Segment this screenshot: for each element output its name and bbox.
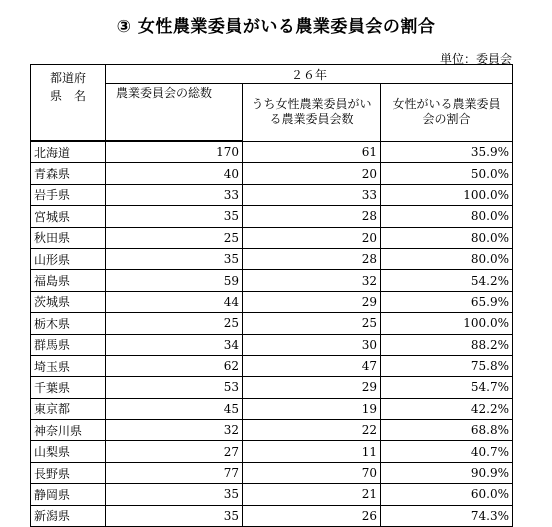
with-women-cell: 29 [243,377,381,398]
with-women-cell: 47 [243,355,381,376]
table-row [31,398,513,419]
with-women-cell: 22 [243,420,381,441]
ratio-cell: 100.0% [381,184,513,205]
with-women-cell: 29 [243,291,381,312]
with-women-cell: 20 [243,163,381,184]
ratio-cell: 74.3% [381,505,513,526]
prefecture-cell: 群馬県 [31,334,106,355]
prefecture-cell: 新潟県 [31,505,106,526]
total-cell: 25 [106,313,243,334]
prefecture-cell: 宮城県 [31,206,106,227]
with-women-cell: 11 [243,441,381,462]
total-cell: 35 [106,248,243,269]
ratio-cell: 100.0% [381,313,513,334]
prefecture-cell: 栃木県 [31,313,106,334]
prefecture-cell: 秋田県 [31,227,106,248]
table-body [31,141,513,527]
table-row [31,141,513,163]
ratio-cell: 35.9% [381,141,513,163]
with-women-cell: 28 [243,206,381,227]
table-row [31,462,513,483]
total-cell: 45 [106,398,243,419]
page-title: ③ 女性農業委員がいる農業委員会の割合 [116,17,436,37]
with-women-cell: 25 [243,313,381,334]
prefecture-cell: 静岡県 [31,484,106,505]
prefecture-cell: 千葉県 [31,377,106,398]
ratio-cell: 42.2% [381,398,513,419]
ratio-cell: 80.0% [381,248,513,269]
total-cell: 62 [106,355,243,376]
ratio-cell: 80.0% [381,227,513,248]
total-cell: 27 [106,441,243,462]
stats-table [30,64,513,527]
ratio-cell: 90.9% [381,462,513,483]
total-cell: 35 [106,505,243,526]
ratio-cell: 40.7% [381,441,513,462]
ratio-cell: 88.2% [381,334,513,355]
table-row [31,184,513,205]
ratio-cell: 65.9% [381,291,513,312]
with-women-cell: 26 [243,505,381,526]
table-row [31,441,513,462]
prefecture-cell: 青森県 [31,163,106,184]
table-row [31,420,513,441]
ratio-cell: 68.8% [381,420,513,441]
total-cell: 44 [106,291,243,312]
prefecture-header-line2: 県 名 [49,89,86,103]
with-women-cell: 21 [243,484,381,505]
table-row [31,484,513,505]
table-row [31,505,513,526]
with-women-cell: 30 [243,334,381,355]
table-row [31,248,513,269]
prefecture-cell: 埼玉県 [31,355,106,376]
ratio-cell: 60.0% [381,484,513,505]
with-women-header-line2: る農業委員会数 [269,112,354,127]
total-cell: 35 [106,206,243,227]
prefecture-cell: 茨城県 [31,291,106,312]
prefecture-header-line1: 都道府 [49,71,86,85]
table-row [31,163,513,184]
total-cell: 34 [106,334,243,355]
table-row [31,227,513,248]
prefecture-cell: 岩手県 [31,184,106,205]
ratio-cell: 50.0% [381,163,513,184]
ratio-cell: 80.0% [381,206,513,227]
ratio-cell: 75.8% [381,355,513,376]
year-header: ２６年 [106,65,513,84]
ratio-header-line1: 女性がいる農業委員 [392,97,501,112]
prefecture-cell: 東京都 [31,398,106,419]
with-women-header-line1: うち女性農業委員がい [251,97,372,112]
with-women-cell: 28 [243,248,381,269]
total-cell: 33 [106,184,243,205]
with-women-cell: 19 [243,398,381,419]
total-cell: 40 [106,163,243,184]
table-row [31,355,513,376]
table-row [31,206,513,227]
total-cell: 59 [106,270,243,291]
unit-label: 単位：委員会 [439,52,512,66]
ratio-cell: 54.2% [381,270,513,291]
ratio-header-line2: 会の割合 [422,112,471,127]
with-women-cell: 70 [243,462,381,483]
prefecture-cell: 長野県 [31,462,106,483]
ratio-cell: 54.7% [381,377,513,398]
total-cell: 32 [106,420,243,441]
total-cell: 53 [106,377,243,398]
prefecture-cell: 山形県 [31,248,106,269]
with-women-cell: 20 [243,227,381,248]
table-row [31,377,513,398]
prefecture-cell: 福島県 [31,270,106,291]
total-cell: 77 [106,462,243,483]
total-cell: 35 [106,484,243,505]
with-women-header [243,84,381,142]
prefecture-cell: 北海道 [31,141,106,163]
total-header: 農業委員会の総数 [106,84,243,103]
prefecture-header [31,65,106,142]
table-row [31,270,513,291]
ratio-header [381,84,513,142]
with-women-cell: 32 [243,270,381,291]
table-row [31,334,513,355]
prefecture-cell: 山梨県 [31,441,106,462]
with-women-cell: 61 [243,141,381,163]
total-cell: 170 [106,141,243,163]
with-women-cell: 33 [243,184,381,205]
prefecture-cell: 神奈川県 [31,420,106,441]
table-row [31,291,513,312]
total-header-spacer [106,102,243,141]
total-cell: 25 [106,227,243,248]
table-row [31,313,513,334]
